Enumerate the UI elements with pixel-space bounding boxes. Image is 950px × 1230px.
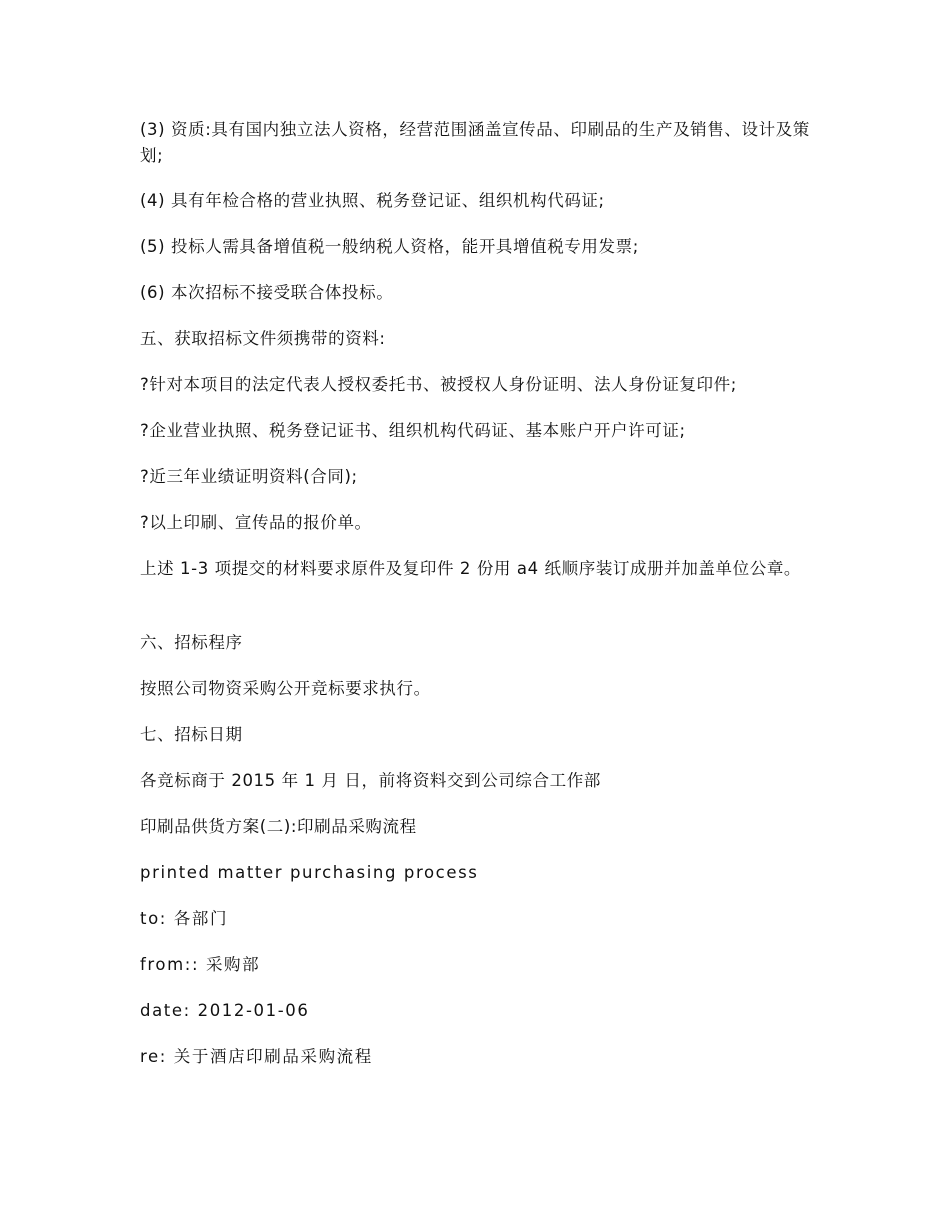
qualification-item-6: (6) 本次招标不接受联合体投标。: [140, 283, 394, 302]
procedure-text: 按照公司物资采购公开竞标要求执行。: [140, 679, 431, 698]
required-document-3: ?近三年业绩证明资料(合同);: [140, 467, 358, 486]
required-document-1: ?针对本项目的法定代表人授权委托书、被授权人身份证明、法人身份证复印件;: [140, 375, 737, 394]
section-heading-6: 六、招标程序: [140, 633, 243, 652]
memo-to: to: 各部门: [140, 909, 229, 928]
document-body: [140, 117, 830, 1089]
section-heading-5: 五、获取招标文件须携带的资料:: [140, 329, 386, 348]
memo-date: date: 2012-01-06: [140, 1001, 310, 1020]
memo-from: from:: 采购部: [140, 955, 261, 974]
memo-subject: re: 关于酒店印刷品采购流程: [140, 1047, 373, 1066]
submission-note: 上述 1-3 项提交的材料要求原件及复印件 2 份用 a4 纸顺序装订成册并加盖单位公章。: [140, 559, 802, 578]
qualification-item-4: (4) 具有年检合格的营业执照、税务登记证、组织机构代码证;: [140, 191, 605, 210]
deadline-text: 各竞标商于 2015 年 1 月 日，前将资料交到公司综合工作部: [140, 771, 601, 790]
required-document-2: ?企业营业执照、税务登记证书、组织机构代码证、基本账户开户许可证;: [140, 421, 686, 440]
qualification-item-5: (5) 投标人需具备增值税一般纳税人资格，能开具增值税专用发票;: [140, 237, 639, 256]
plan-title: 印刷品供货方案(二):印刷品采购流程: [140, 817, 417, 836]
required-document-4: ?以上印刷、宣传品的报价单。: [140, 513, 372, 532]
qualification-item-3: (3) 资质:具有国内独立法人资格，经营范围涵盖宣传品、印刷品的生产及销售、设计及策划;: [140, 120, 810, 165]
section-heading-7: 七、招标日期: [140, 725, 243, 744]
english-title: printed matter purchasing process: [140, 863, 479, 882]
